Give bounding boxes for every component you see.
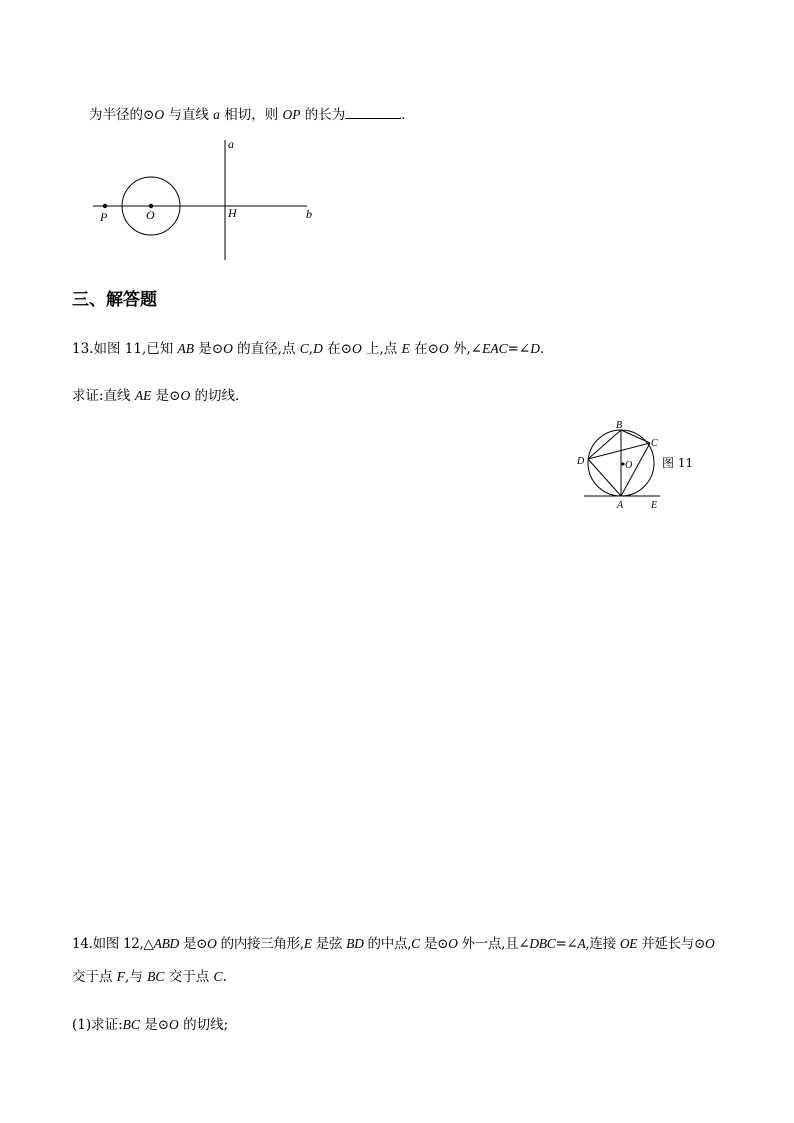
label-o: O <box>625 460 633 471</box>
q14-part-1: (1)求证:BC 是⊙O 的切线; <box>72 1017 229 1033</box>
label-p: P <box>100 210 108 224</box>
label-e: E <box>651 500 658 511</box>
point-p <box>103 204 107 208</box>
q13-text: 13.如图 11,已知 AB 是⊙O 的直径,点 C,D 在⊙O 上,点 E 在⊙O 外,∠EAC=∠D. <box>72 341 545 357</box>
label-b: b <box>306 207 312 221</box>
figure-caption: 图 11 <box>662 456 694 470</box>
figure-11 <box>570 415 710 515</box>
label-a: A <box>617 500 624 511</box>
q13-prove: 求证:直线 AE 是⊙O 的切线. <box>72 388 240 404</box>
label-o: O <box>146 208 155 222</box>
segment-da <box>588 459 621 496</box>
label-b: B <box>616 420 623 431</box>
label-a: a <box>228 137 234 151</box>
label-d: D <box>577 456 585 467</box>
label-h: H <box>228 206 237 220</box>
q12-figure <box>85 135 325 265</box>
q14-text-1: 14.如图 12,△ABD 是⊙O 的内接三角形,E 是弦 BD 的中点,C 是⊙O 外一点,且∠DBC=∠A,连接 OE 并延长与⊙O <box>72 936 715 952</box>
segment-bc <box>621 430 650 443</box>
answer-blank[interactable] <box>345 106 401 119</box>
section-heading: 三、解答题 <box>72 290 157 310</box>
label-c: C <box>651 438 658 449</box>
q14-text-2: 交于点 F,与 BC 交于点 C. <box>72 969 227 985</box>
q12-text: 为半径的⊙O 与直线 a 相切，则 OP 的长为 ． <box>89 107 415 123</box>
